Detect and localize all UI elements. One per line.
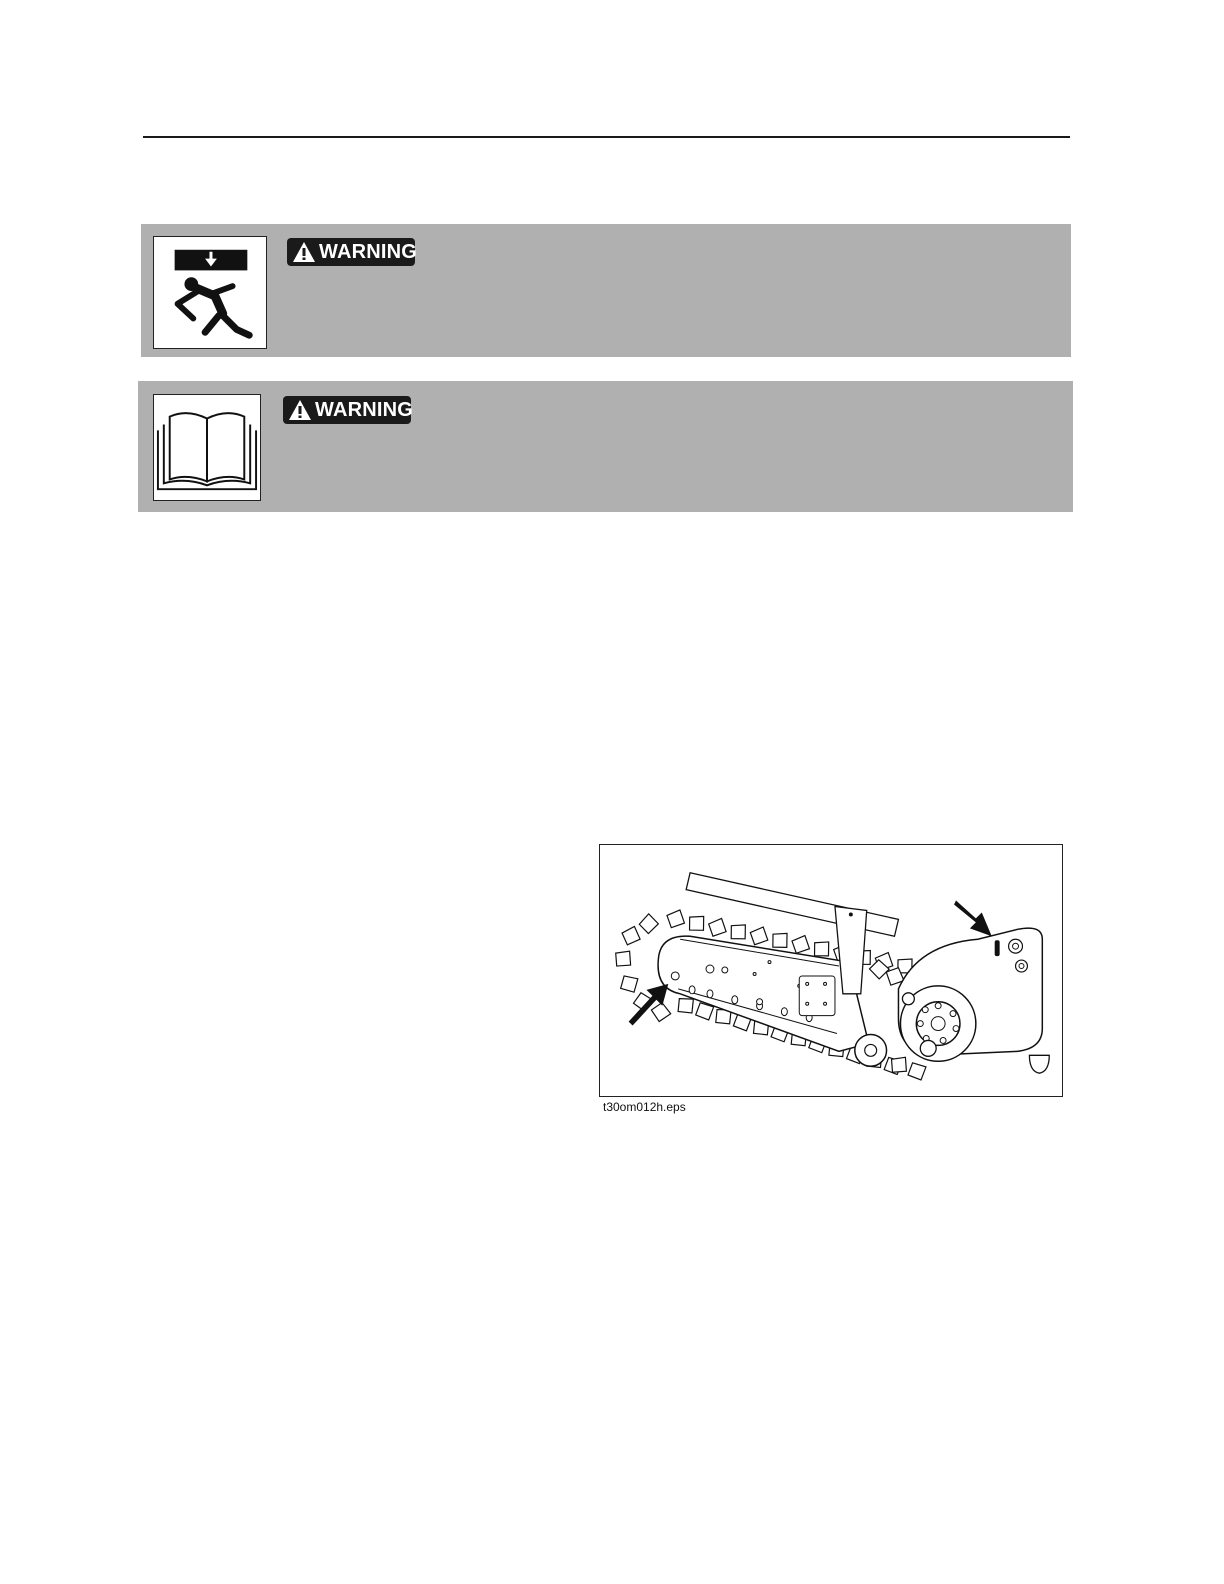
read-manual-icon <box>153 394 261 501</box>
chain-tooth <box>791 935 809 953</box>
warning-label: WARNING <box>319 240 418 263</box>
arrow-icon <box>954 901 992 937</box>
trencher-boom-illustration <box>600 845 1062 1096</box>
header-rule <box>143 136 1070 138</box>
chain-tooth <box>750 927 768 945</box>
figure-caption: t30om012h.eps <box>603 1100 686 1114</box>
chain-tooth <box>616 951 631 966</box>
chain-tooth <box>621 926 640 945</box>
chain-tooth <box>907 1061 927 1081</box>
warning-panel-crush <box>141 224 1071 357</box>
warning-badge <box>283 396 414 424</box>
chain-tooth <box>814 941 830 957</box>
chain-tooth <box>708 918 726 936</box>
chain-tooth <box>638 913 659 934</box>
chain-tooth <box>689 915 705 931</box>
warning-panel-manual <box>138 381 1073 512</box>
alert-triangle-icon <box>288 399 312 421</box>
alert-triangle-icon <box>292 241 316 263</box>
crush-hazard-icon <box>153 236 267 349</box>
chain-tooth <box>666 910 684 928</box>
warning-badge <box>287 238 418 266</box>
trencher-boom-figure <box>599 844 1063 1097</box>
chain-tooth <box>730 924 746 940</box>
chain-tooth <box>651 1002 671 1022</box>
chain-tooth <box>677 997 694 1014</box>
chain-tooth <box>892 1057 907 1072</box>
chain-tooth <box>772 932 788 948</box>
chain-tooth <box>620 974 639 993</box>
warning-label: WARNING <box>315 398 414 421</box>
